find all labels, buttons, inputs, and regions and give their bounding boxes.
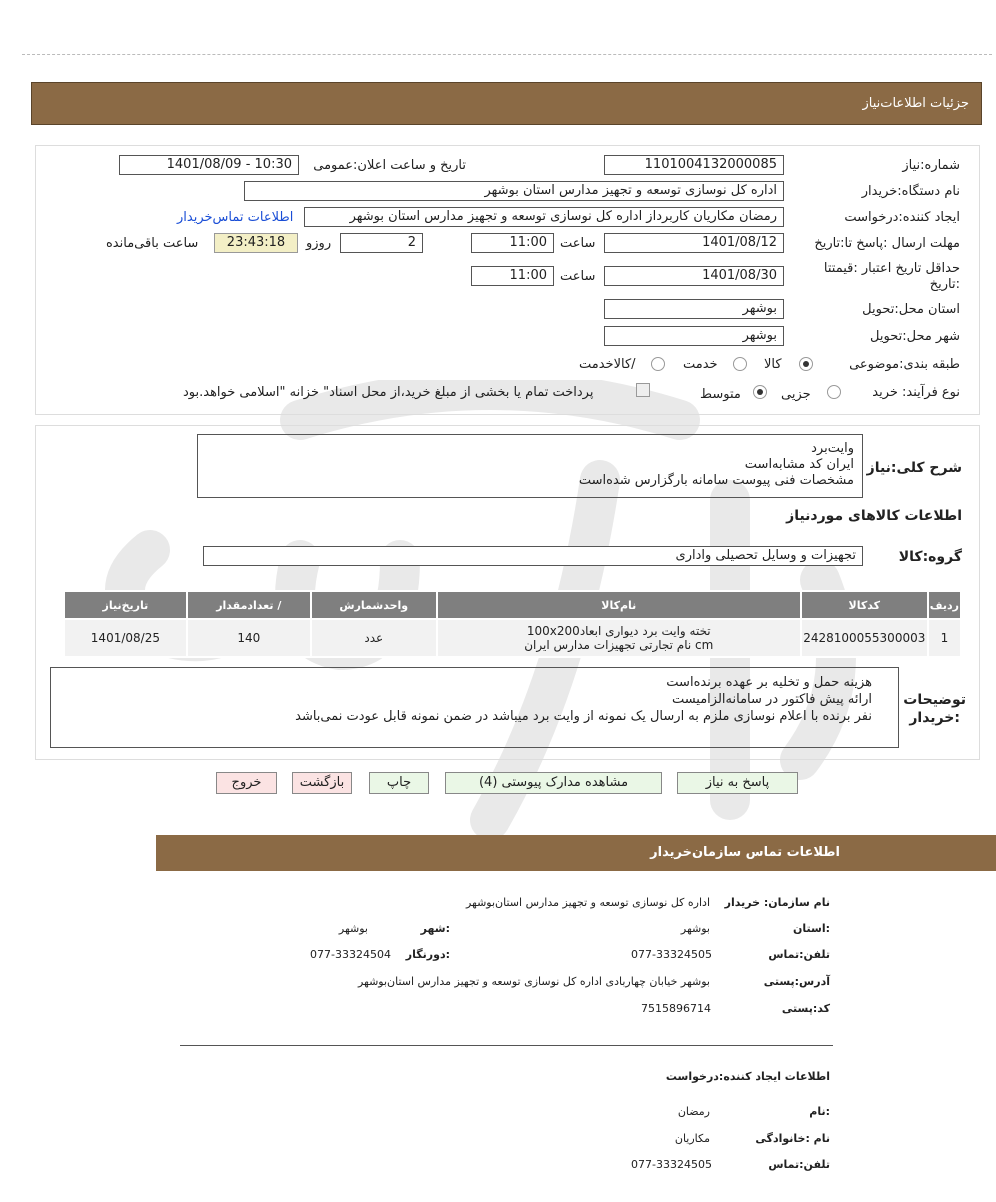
col-qty: / تعدادمقدار: [187, 591, 311, 619]
col-unit: واحدشمارش: [311, 591, 437, 619]
postal-value: 7515896714: [641, 1002, 711, 1015]
creator-phone-value: 077-33324505: [631, 1158, 712, 1171]
fax-label: :دورنگار: [405, 948, 450, 961]
deadline-label: مهلت ارسال :پاسخ تا:تاریخ: [814, 236, 960, 251]
creator-family-value: مکاریان: [674, 1132, 710, 1145]
days-field[interactable]: 2: [340, 233, 423, 253]
phone-value: 077-33324505: [631, 948, 712, 961]
creator-phone-label: تلفن:تماس: [768, 1158, 830, 1171]
header-title: جزئیات اطلاعات‌نیاز: [862, 96, 969, 111]
description-line-1: وایت‌برد: [811, 441, 854, 456]
process-label: نوع فرآیند: خرید: [872, 385, 960, 400]
creator-info-title: اطلاعات ایجاد کننده:درخواست: [665, 1070, 830, 1083]
description-box: [197, 434, 863, 498]
validity-label: حداقل تاریخ اعتبار :قیمتتا :تاریخ: [823, 261, 960, 292]
validity-time-field[interactable]: 11:00: [471, 266, 554, 286]
deadline-time-field[interactable]: 11:00: [471, 233, 554, 253]
process-partial-label: جزیی: [781, 387, 811, 402]
need-number-field[interactable]: 1101004132000085: [604, 155, 784, 175]
col-date: تاریخ‌نیاز: [64, 591, 187, 619]
category-both-label: /کالاخدمت: [579, 357, 636, 372]
buyer-label: نام دستگاه:خریدار: [861, 184, 960, 199]
creator-family-label: نام :خانوادگی: [755, 1132, 830, 1145]
print-button[interactable]: چاپ: [369, 772, 429, 794]
contact-province-label: :استان: [793, 922, 830, 935]
category-label: طبقه بندی:موضوعی: [849, 357, 960, 372]
postal-label: کد:پستی: [781, 1002, 830, 1015]
province-label: استان محل:تحویل: [862, 302, 960, 317]
announce-label: تاریخ و ساعت اعلان:عمومی: [313, 158, 466, 173]
remaining-label: ساعت باقی‌مانده: [106, 236, 199, 251]
notes-label-line-2: :خریدار: [909, 710, 960, 726]
cell-date: 1401/08/25: [64, 619, 187, 657]
notes-line-3: نفر برنده با اعلام نوسازی ملزم به ارسال یک نمونه از وایت برد میباشد در ضمن نمونه قابل عودت نمی‌باشد: [295, 709, 872, 724]
province-field[interactable]: بوشهر: [604, 299, 784, 319]
contact-title: اطلاعات تماس سازمان‌خریدار: [650, 845, 840, 860]
days-label: روزو: [306, 236, 332, 251]
deadline-time-label: ساعت: [560, 236, 596, 251]
table-row: [64, 619, 961, 657]
category-service-radio[interactable]: [733, 357, 747, 371]
need-number-label: شماره:نیاز: [902, 158, 960, 173]
remaining-timer: 23:43:18: [214, 233, 298, 253]
category-goods-radio[interactable]: [799, 357, 813, 371]
reply-button[interactable]: پاسخ به نیاز: [677, 772, 798, 794]
buyer-field[interactable]: اداره کل نوسازی توسعه و تجهیز مدارس استان بوشهر: [244, 181, 784, 201]
city-field[interactable]: بوشهر: [604, 326, 784, 346]
view-documents-button[interactable]: مشاهده مدارک پیوستی (4): [445, 772, 662, 794]
process-medium-label: متوسط: [700, 387, 741, 402]
org-value: اداره کل نوسازی توسعه و تجهیز مدارس استان‌بوشهر: [465, 896, 710, 909]
address-label: آدرس:پستی: [763, 975, 830, 988]
announce-field[interactable]: 1401/08/09 - 10:30: [119, 155, 299, 175]
creator-label: ایجاد کننده:درخواست: [844, 210, 960, 225]
fax-value: 077-33324504: [310, 948, 391, 961]
notes-line-2: ارائه پیش فاکتور در سامانه‌الزامیست: [671, 692, 872, 707]
description-label: شرح کلی:نیاز: [866, 460, 962, 476]
goods-group-field[interactable]: تجهیزات و وسایل تحصیلی واداری: [203, 546, 863, 566]
cell-row: 1: [928, 619, 961, 657]
col-name: نام‌کالا: [437, 591, 801, 619]
cell-unit: عدد: [311, 619, 437, 657]
goods-group-label: گروه:کالا: [898, 549, 962, 565]
treasury-payment-checkbox[interactable]: [636, 383, 650, 397]
notes-label: [903, 691, 966, 727]
validity-date-field[interactable]: 1401/08/30: [604, 266, 784, 286]
contact-province-value: بوشهر: [680, 922, 710, 935]
creator-name-label: :نام: [809, 1105, 830, 1118]
buyer-contact-link[interactable]: اطلاعات تماس‌خریدار: [177, 210, 294, 225]
category-both-radio[interactable]: [651, 357, 665, 371]
treasury-payment-note: پرداخت تمام یا بخشی از مبلغ خرید،از محل اسناد" خزانه "اسلامی خواهد.بود: [183, 385, 594, 400]
notes-line-1: هزینه حمل و تخلیه بر عهده برنده‌است: [666, 675, 872, 690]
contact-divider: [180, 1045, 833, 1046]
top-divider: [22, 54, 992, 55]
exit-button[interactable]: خروج: [216, 772, 277, 794]
phone-label: تلفن:تماس: [768, 948, 830, 961]
cell-code: 2428100055300003: [801, 619, 928, 657]
creator-name-value: رمضان: [677, 1105, 710, 1118]
address-value: بوشهر خیابان چهاربادی اداره کل نوسازی توسعه و تجهیز مدارس استان‌بوشهر: [357, 975, 710, 988]
category-service-label: خدمت: [683, 357, 718, 372]
goods-section-title: اطلاعات کالاهای موردنیاز: [786, 508, 962, 524]
process-partial-radio[interactable]: [827, 385, 841, 399]
process-medium-radio[interactable]: [753, 385, 767, 399]
cell-name: [437, 619, 801, 657]
col-code: کدکالا: [801, 591, 928, 619]
city-label: شهر محل:تحویل: [870, 329, 960, 344]
notes-label-line-1: توضیحات: [903, 692, 966, 708]
contact-city-value: بوشهر: [338, 922, 368, 935]
goods-table: [63, 590, 962, 658]
deadline-date-field[interactable]: 1401/08/12: [604, 233, 784, 253]
notes-box: [50, 667, 899, 748]
category-goods-label: کالا: [764, 357, 782, 372]
description-line-2: ایران کد مشابه‌است: [744, 457, 854, 472]
cell-qty: 140: [187, 619, 311, 657]
cell-name-line-1: تخته وایت برد دیواری ابعاد100x200: [526, 624, 711, 638]
creator-field[interactable]: رمضان مکاریان کاربرداز اداره کل نوسازی توسعه و تجهیز مدارس استان بوشهر: [304, 207, 784, 227]
contact-city-label: :شهر: [420, 922, 450, 935]
cell-name-line-2: cm نام تجارتی تجهیزات مدارس ایران: [524, 638, 714, 652]
contact-bar: [156, 835, 996, 871]
back-button[interactable]: بازگشت: [292, 772, 352, 794]
validity-time-label: ساعت: [560, 269, 596, 284]
header-bar: [31, 82, 982, 125]
org-label: نام سازمان: خریدار: [724, 896, 830, 909]
description-line-3: مشخصات فنی پیوست سامانه بارگزارس شده‌است: [578, 473, 854, 488]
col-row: ردیف: [928, 591, 961, 619]
